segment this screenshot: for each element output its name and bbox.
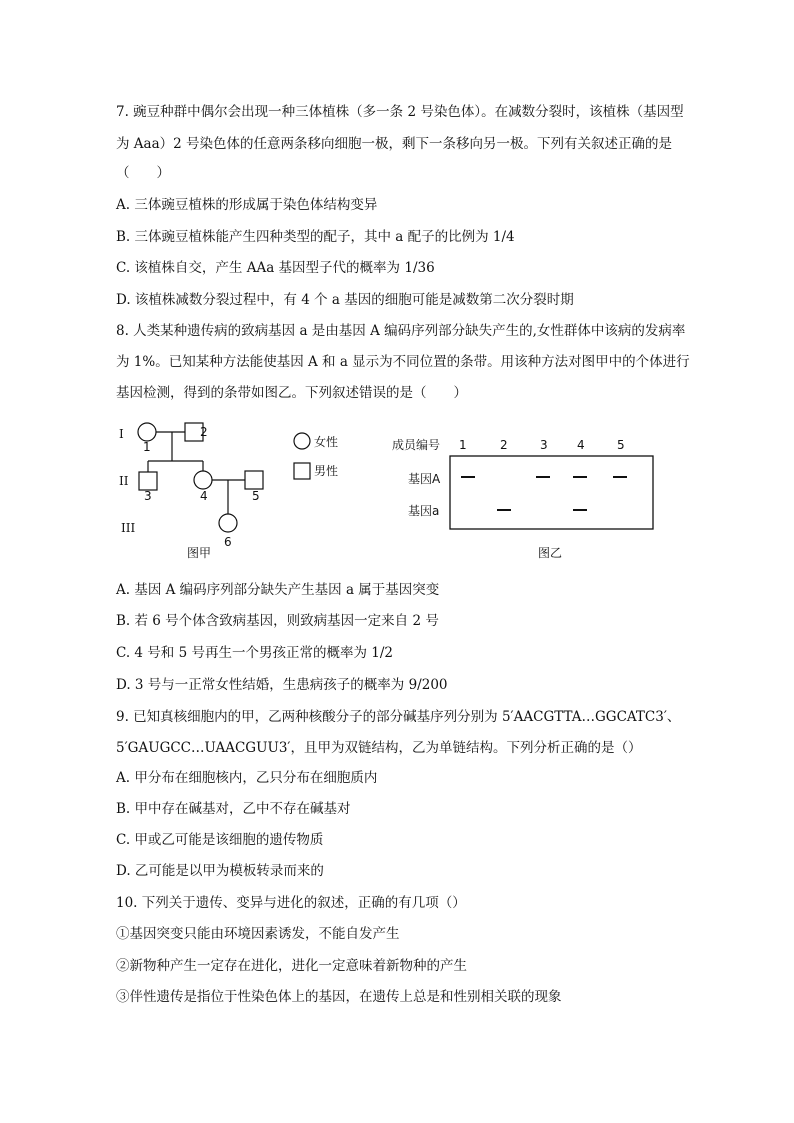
q7-stem-line-1: 7. 豌豆种群中偶尔会出现一种三体植株（多一条 2 号染色体）。在减数分裂时，该植株（基因型 bbox=[116, 104, 684, 120]
gel-bands bbox=[461, 477, 627, 510]
legend-female-icon bbox=[294, 433, 310, 449]
legend-male-label: 男性 bbox=[314, 464, 339, 478]
q8-stem-line-1: 8. 人类某种遗传病的致病基因 a 是由基因 A 编码序列部分缺失产生的,女性群体中该病的发病率 bbox=[116, 323, 686, 339]
q8-option-a: A. 基因 A 编码序列部分缺失产生基因 a 属于基因突变 bbox=[116, 582, 440, 598]
q8-option-b: B. 若 6 号个体含致病基因，则致病基因一定来自 2 号 bbox=[116, 613, 439, 629]
legend-male-icon bbox=[294, 463, 310, 479]
q7-stem-line-2: 为 Aaa）2 号染色体的任意两条移向细胞一极，剩下一条移向另一极。下列有关叙述正确的是 bbox=[116, 136, 673, 152]
gel-column-3: 3 bbox=[540, 438, 548, 452]
q8-option-d: D. 3 号与一正常女性结婚，生患病孩子的概率为 9/200 bbox=[116, 677, 448, 693]
generation-label-1: I bbox=[119, 427, 124, 441]
gel-column-5: 5 bbox=[617, 438, 625, 452]
q9-option-b: B. 甲中存在碱基对，乙中不存在碱基对 bbox=[116, 801, 351, 817]
figure-jia-caption: 图甲 bbox=[187, 546, 212, 560]
pedigree-figure bbox=[119, 423, 338, 560]
gel-column-2: 2 bbox=[500, 438, 508, 452]
q9-stem-line-2: 5′GAUGCC…UAACGUU3′，且甲为双链结构，乙为单链结构。下列分析正确的是（） bbox=[116, 740, 642, 756]
gel-row-label-A: 基因A bbox=[408, 472, 441, 486]
q9-option-d: D. 乙可能是以甲为模板转录而来的 bbox=[116, 863, 324, 879]
gel-column-1: 1 bbox=[459, 438, 467, 452]
member-1-female bbox=[138, 423, 156, 441]
q7-stem-line-3: （ ） bbox=[116, 165, 170, 181]
q7-option-b: B. 三体豌豆植株能产生四种类型的配子，其中 a 配子的比例为 1/4 bbox=[116, 229, 515, 245]
q10-item-2: ②新物种产生一定存在进化，进化一定意味着新物种的产生 bbox=[116, 958, 467, 974]
member-6-female bbox=[219, 514, 237, 532]
gel-figure bbox=[392, 437, 653, 560]
q7-option-a: A. 三体豌豆植株的形成属于染色体结构变异 bbox=[116, 197, 378, 213]
member-label-5: 5 bbox=[252, 489, 260, 503]
q10-stem: 10. 下列关于遗传、变异与进化的叙述，正确的有几项（） bbox=[116, 895, 466, 911]
q9-option-c: C. 甲或乙可能是该细胞的遗传物质 bbox=[116, 832, 324, 848]
member-3-male bbox=[139, 472, 157, 490]
q10-item-1: ①基因突变只能由环境因素诱发，不能自发产生 bbox=[116, 926, 400, 942]
q7-option-c: C. 该植株自交，产生 AAa 基因型子代的概率为 1/36 bbox=[116, 260, 435, 276]
gel-row-label-a: 基因a bbox=[408, 504, 440, 518]
generation-label-2: II bbox=[119, 474, 129, 488]
member-label-3: 3 bbox=[144, 489, 152, 503]
gel-frame bbox=[450, 456, 653, 529]
q9-stem-line-1: 9. 已知真核细胞内的甲，乙两种核酸分子的部分碱基序列分别为 5′AACGTTA…GGCATC3′、 bbox=[116, 709, 681, 725]
gel-header-label: 成员编号 bbox=[392, 438, 441, 452]
q7-option-d: D. 该植株减数分裂过程中，有 4 个 a 基因的细胞可能是减数第二次分裂时期 bbox=[116, 292, 574, 308]
generation-label-3: III bbox=[121, 521, 136, 535]
member-4-female bbox=[194, 471, 212, 489]
q10-item-3: ③伴性遗传是指位于性染色体上的基因，在遗传上总是和性别相关联的现象 bbox=[116, 989, 562, 1005]
figure-yi-caption: 图乙 bbox=[538, 546, 563, 560]
member-label-1: 1 bbox=[143, 440, 151, 454]
member-label-4: 4 bbox=[200, 489, 208, 503]
legend-female-label: 女性 bbox=[314, 435, 339, 449]
q8-option-c: C. 4 号和 5 号再生一个男孩正常的概率为 1/2 bbox=[116, 645, 394, 661]
q8-stem-line-3: 基因检测，得到的条带如图乙。下列叙述错误的是（ ） bbox=[116, 385, 467, 401]
q8-stem-line-2: 为 1%。已知某种方法能使基因 A 和 a 显示为不同位置的条带。用该种方法对图甲中的个体进行 bbox=[116, 354, 690, 370]
member-5-male bbox=[245, 471, 263, 489]
q9-option-a: A. 甲分布在细胞核内，乙只分布在细胞质内 bbox=[116, 770, 378, 786]
member-label-2: 2 bbox=[200, 425, 208, 439]
gel-column-4: 4 bbox=[577, 438, 585, 452]
member-label-6: 6 bbox=[224, 535, 232, 549]
